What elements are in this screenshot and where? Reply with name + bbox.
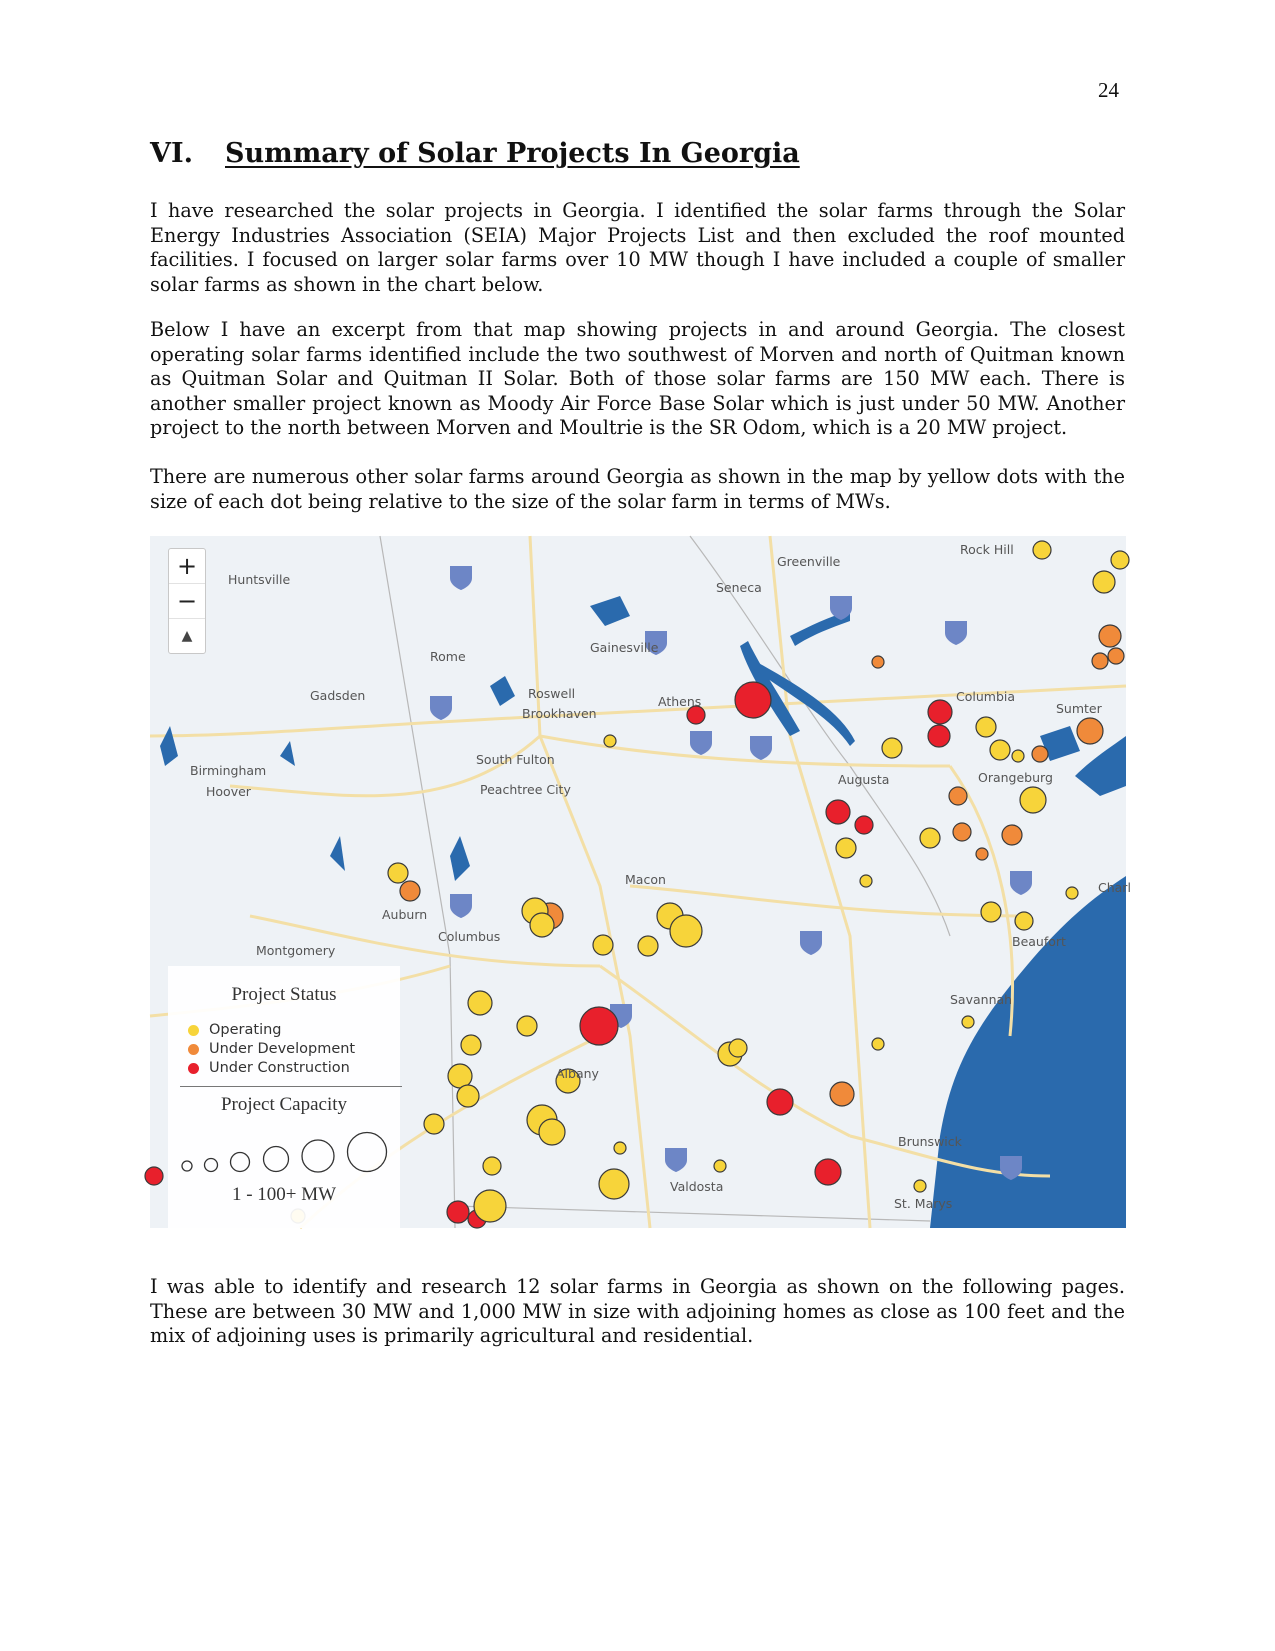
marker-operating — [976, 717, 996, 737]
map-zoom-controls[interactable] — [168, 548, 206, 654]
marker-operating — [483, 1157, 501, 1175]
marker-operating — [1111, 551, 1129, 569]
marker-operating — [714, 1160, 726, 1172]
legend-label: Operating — [209, 1022, 282, 1038]
marker-construction — [928, 725, 950, 747]
marker-operating — [599, 1169, 629, 1199]
legend-item-development — [188, 1041, 355, 1057]
city-label: Auburn — [382, 907, 428, 922]
map-legend — [168, 966, 400, 1228]
section-number: VI. — [150, 138, 193, 169]
marker-operating — [981, 902, 1001, 922]
paragraph-conclusion: I was able to identify and research 12 solar farms in Georgia as shown on the following pages. These are between 30 MW and 1,000 MW in size with adjoining homes as close as 100 feet and the mix of adjoining uses is primarily agricultural and residential. — [150, 1275, 1125, 1347]
marker-development — [1032, 746, 1048, 762]
legend-status-title: Project Status — [231, 984, 337, 1005]
marker-operating — [882, 738, 902, 758]
marker-development — [400, 881, 420, 901]
construction-dot-icon — [188, 1063, 199, 1074]
development-dot-icon — [188, 1044, 199, 1055]
marker-operating — [914, 1180, 926, 1192]
marker-operating — [1093, 571, 1115, 593]
city-label: Rome — [430, 649, 466, 664]
marker-development — [949, 787, 967, 805]
state-border-ga-sc — [690, 536, 950, 936]
city-label: Montgomery — [256, 943, 336, 958]
marker-development — [1002, 825, 1022, 845]
marker-operating — [670, 915, 702, 947]
compass-reset-button[interactable]: ▲ — [181, 628, 193, 644]
city-label: Brookhaven — [522, 706, 597, 721]
paragraph-intro: I have researched the solar projects in Georgia. I identified the solar farms through the Solar Energy Industries Association (SEIA) Major Projects List and then excluded the roof mounted facilities. I focused on larger solar farms over 10 MW though I have included a couple of smaller solar farms as shown in the chart below. — [150, 199, 1125, 296]
marker-operating — [530, 913, 554, 937]
operating-dot-icon — [188, 1025, 199, 1036]
legend-item-construction — [188, 1060, 350, 1076]
state-border-ga-fl — [455, 1206, 930, 1221]
marker-operating — [448, 1064, 472, 1088]
legend-capacity-range: 1 - 100+ MW — [231, 1184, 337, 1205]
city-label: Savannah — [950, 992, 1013, 1007]
solar-projects-map[interactable] — [150, 536, 1131, 1228]
city-label: Huntsville — [228, 572, 291, 587]
coastal-water — [1075, 736, 1126, 796]
marker-operating — [1033, 541, 1051, 559]
paragraph-nearby-farms: Below I have an excerpt from that map showing projects in and around Georgia. The closest operating solar farms identified include the two southwest of Morven and north of Quitman known as Quitman Solar and Quitman II Solar. Both of those solar farms are 150 MW each. There is another smaller project known as Moody Air Force Base Solar which is just under 50 MW. Another project to the north between Morven and Moultrie is the SR Odom, which is a 20 MW project. — [150, 318, 1125, 439]
marker-operating — [388, 863, 408, 883]
city-label: Macon — [625, 872, 666, 887]
marker-operating — [920, 828, 940, 848]
marker-construction — [855, 816, 873, 834]
city-label: Columbia — [956, 689, 1016, 704]
zoom-in-button[interactable]: + — [169, 549, 205, 584]
marker-operating — [517, 1016, 537, 1036]
marker-development — [1099, 625, 1121, 647]
city-label: Brunswick — [898, 1134, 962, 1149]
city-label: Gainesville — [590, 640, 659, 655]
marker-operating — [468, 991, 492, 1015]
marker-construction — [815, 1159, 841, 1185]
legend-label: Under Development — [209, 1041, 356, 1057]
marker-construction — [580, 1007, 618, 1045]
section-heading — [150, 138, 800, 169]
legend-label: Under Construction — [209, 1060, 350, 1076]
city-label: Roswell — [528, 686, 576, 701]
marker-operating — [1012, 750, 1024, 762]
marker-construction — [735, 682, 771, 718]
legend-item-operating — [188, 1022, 282, 1038]
zoom-out-button[interactable]: − — [169, 584, 205, 619]
city-label: Augusta — [838, 772, 890, 787]
marker-construction — [145, 1167, 163, 1185]
marker-development — [1108, 648, 1124, 664]
marker-development — [1092, 653, 1108, 669]
marker-operating — [990, 740, 1010, 760]
marker-operating — [457, 1085, 479, 1107]
marker-operating — [604, 735, 616, 747]
marker-operating — [962, 1016, 974, 1028]
legend-divider — [180, 1086, 402, 1087]
marker-operating — [638, 936, 658, 956]
capacity-scale-icon — [168, 1124, 400, 1184]
city-label: Peachtree City — [480, 782, 571, 797]
paragraph-map-note: There are numerous other solar farms around Georgia as shown in the map by yellow dots with the size of each dot being relative to the size of the solar farm in terms of MWs. — [150, 465, 1125, 513]
city-label: Charl — [1098, 880, 1131, 895]
city-label: Rock Hill — [960, 542, 1014, 557]
marker-operating — [1066, 887, 1078, 899]
marker-operating — [614, 1142, 626, 1154]
marker-development — [953, 823, 971, 841]
city-label: Sumter — [1056, 701, 1102, 716]
marker-construction — [447, 1201, 469, 1223]
city-label: South Fulton — [476, 752, 555, 767]
marker-operating — [1015, 912, 1033, 930]
marker-operating — [461, 1035, 481, 1055]
city-label: Beaufort — [1012, 934, 1066, 949]
page-number: 24 — [1098, 78, 1119, 102]
city-label: Albany — [556, 1066, 599, 1081]
marker-development — [1077, 718, 1103, 744]
marker-operating — [424, 1114, 444, 1134]
marker-operating — [729, 1039, 747, 1057]
city-label: Valdosta — [670, 1179, 724, 1194]
city-label: Seneca — [716, 580, 762, 595]
city-label: Hoover — [206, 784, 251, 799]
marker-development — [830, 1082, 854, 1106]
marker-operating — [1020, 787, 1046, 813]
marker-development — [872, 656, 884, 668]
city-label: Columbus — [438, 929, 501, 944]
marker-construction — [767, 1089, 793, 1115]
city-label: Gadsden — [310, 688, 366, 703]
marker-operating — [872, 1038, 884, 1050]
marker-construction — [928, 700, 952, 724]
city-label: Greenville — [777, 554, 841, 569]
legend-capacity-title: Project Capacity — [220, 1094, 348, 1115]
marker-operating — [860, 875, 872, 887]
marker-operating — [539, 1119, 565, 1145]
marker-operating — [593, 935, 613, 955]
section-title: Summary of Solar Projects In Georgia — [225, 138, 800, 169]
city-label: St. Marys — [894, 1196, 953, 1211]
marker-operating — [474, 1190, 506, 1222]
interstate-shields — [430, 566, 1032, 1180]
city-label: Orangeburg — [978, 770, 1053, 785]
marker-operating — [836, 838, 856, 858]
marker-development — [976, 848, 988, 860]
marker-construction — [826, 800, 850, 824]
city-label: Birmingham — [190, 763, 267, 778]
city-label: Athens — [658, 694, 702, 709]
